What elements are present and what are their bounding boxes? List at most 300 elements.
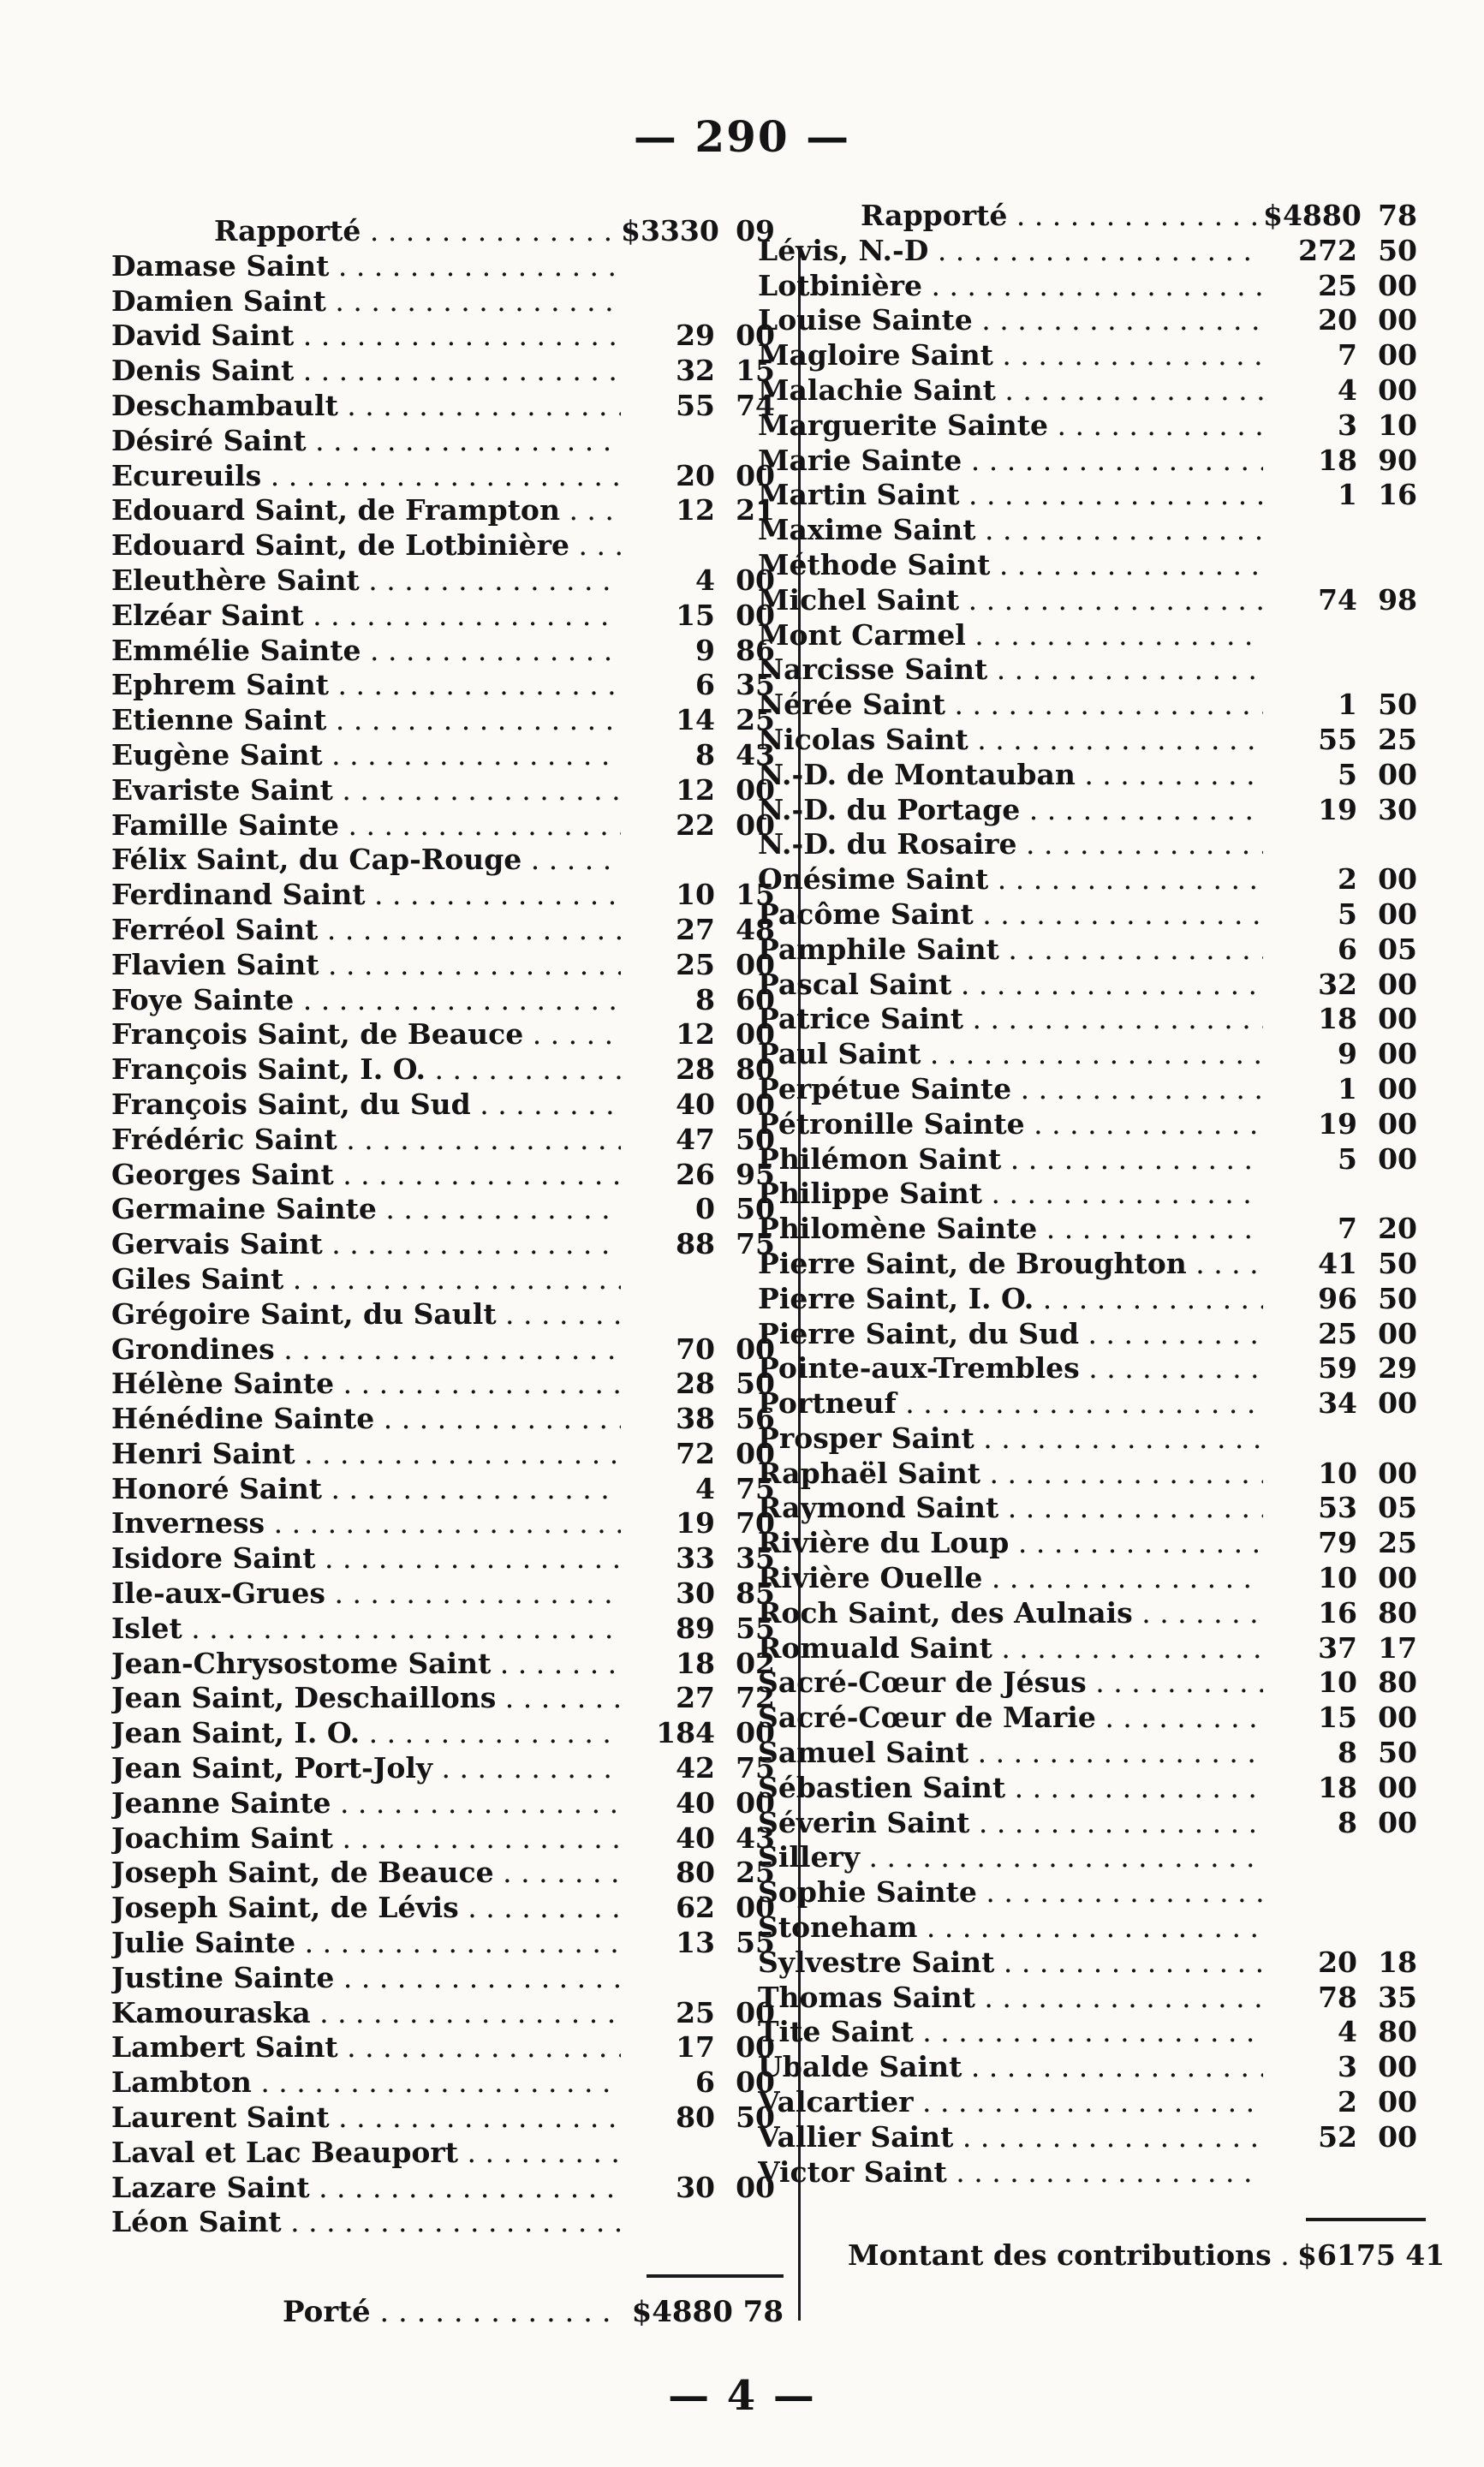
entry-dollars: 19 <box>676 1506 715 1540</box>
entry-row <box>111 2205 775 2240</box>
entry-row <box>111 1332 775 1368</box>
entry-name: Samuel Saint . . . <box>758 1736 1263 1771</box>
entry-name: N.-D. du Portage . . . <box>758 793 1263 828</box>
entry-dollars: 272 <box>1298 233 1357 267</box>
entry-row <box>111 1017 775 1052</box>
entry-name: François Saint, I. O. . . . <box>111 1052 621 1088</box>
entry-dollars: 6 <box>695 2065 715 2100</box>
entry-cents: 00 <box>736 947 775 981</box>
entry-cents: 29 <box>1378 1351 1417 1385</box>
carried-forward-label: Porté . . . <box>283 2293 621 2331</box>
total-row <box>848 2237 1445 2274</box>
signature-mark: — 4 — <box>668 2372 816 2420</box>
entry-name: David Saint . . . <box>111 319 621 354</box>
entry-name: Flavien Saint . . . <box>111 948 621 983</box>
entry-dollars: 4 <box>695 1471 715 1505</box>
entry-row <box>111 1367 775 1402</box>
entry-name: François Saint, du Sud . . . <box>111 1088 621 1123</box>
entry-row <box>758 618 1417 653</box>
entry-row <box>111 1856 775 1891</box>
entry-name: Henri Saint . . . <box>111 1437 621 1472</box>
entry-name: Hélène Sainte . . . <box>111 1367 621 1402</box>
entry-row <box>758 1177 1417 1212</box>
entry-cents: 00 <box>1378 1037 1417 1071</box>
entry-dollars: 4 <box>1338 372 1357 407</box>
entry-name: Pierre Saint, I. O. . . . <box>758 1282 1263 1317</box>
entry-cents: 86 <box>736 633 775 667</box>
entry-cents: 43 <box>736 737 775 772</box>
entry-cents: 72 <box>736 1681 775 1715</box>
entry-row <box>758 2120 1417 2155</box>
entry-dollars: 6 <box>1338 932 1357 966</box>
entry-name: Joseph Saint, de Beauce . . . <box>111 1856 621 1891</box>
entry-row <box>111 284 775 319</box>
brought-forward-row <box>111 214 775 249</box>
entry-row <box>758 1107 1417 1142</box>
entry-name: Sophie Sainte . . . <box>758 1875 1263 1910</box>
entry-name: Laurent Saint . . . <box>111 2101 621 2136</box>
entry-name: Grondines . . . <box>111 1332 621 1368</box>
entry-row <box>758 862 1417 897</box>
entry-name: Raymond Saint . . . <box>758 1491 1263 1526</box>
entry-dollars: 37 <box>1318 1630 1357 1665</box>
entry-cents: 00 <box>736 772 775 807</box>
entry-dollars: 9 <box>1338 1037 1357 1071</box>
entry-dollars: 18 <box>676 1646 715 1680</box>
entry-dollars: 4 <box>695 563 715 597</box>
brought-forward-label: Rapporté . . . <box>758 199 1263 234</box>
entry-cents: 50 <box>1378 1281 1417 1315</box>
entry-name: Romuald Saint . . . <box>758 1631 1263 1666</box>
entry-row <box>758 1002 1417 1037</box>
entry-row <box>111 1541 775 1576</box>
brought-forward-dollars: $3330 <box>621 214 719 247</box>
entry-name: Jean-Chrysostome Saint . . . <box>111 1647 621 1682</box>
entry-dollars: 7 <box>1338 1212 1357 1246</box>
entry-cents: 25 <box>1378 1526 1417 1560</box>
entry-cents: 00 <box>736 2030 775 2065</box>
brought-forward-cents: 09 <box>736 214 775 247</box>
entry-row <box>111 319 775 354</box>
entry-cents: 00 <box>1378 1106 1417 1141</box>
entry-row <box>758 688 1417 723</box>
entry-dollars: 7 <box>1338 338 1357 372</box>
entry-dollars: 25 <box>1318 1316 1357 1350</box>
entry-dollars: 34 <box>1318 1386 1357 1421</box>
entry-row <box>111 493 775 528</box>
entry-row <box>758 373 1417 408</box>
entry-row <box>758 1840 1417 1875</box>
entry-cents: 74 <box>736 388 775 422</box>
entry-row <box>758 1981 1417 2016</box>
entry-row <box>758 478 1417 513</box>
entry-row <box>758 408 1417 444</box>
entry-row <box>758 234 1417 269</box>
entry-cents: 00 <box>736 1716 775 1750</box>
entry-name: Léon Saint . . . <box>111 2205 621 2240</box>
entry-name: Georges Saint . . . <box>111 1158 621 1193</box>
entry-name: Valcartier . . . <box>758 2085 1263 2120</box>
entry-dollars: 32 <box>1318 967 1357 1001</box>
entry-dollars: 25 <box>676 1995 715 2029</box>
entry-dollars: 184 <box>656 1716 715 1750</box>
entry-row <box>758 338 1417 373</box>
entry-name: Ubalde Saint . . . <box>758 2050 1263 2085</box>
entry-dollars: 10 <box>1318 1666 1357 1700</box>
entry-row <box>758 1736 1417 1771</box>
entry-dollars: 19 <box>1318 792 1357 826</box>
entry-row <box>111 2136 775 2171</box>
entry-cents: 50 <box>1378 688 1417 722</box>
entry-row <box>111 1297 775 1332</box>
entry-cents: 05 <box>1378 1491 1417 1525</box>
entry-name: Pamphile Saint . . . <box>758 933 1263 968</box>
entry-name: Laval et Lac Beauport . . . <box>111 2136 621 2171</box>
carried-forward-amount: $4880 78 <box>631 2295 784 2329</box>
entry-cents: 00 <box>1378 2119 1417 2154</box>
entry-name: Félix Saint, du Cap-Rouge . . . <box>111 843 621 878</box>
entry-row <box>758 1212 1417 1247</box>
entry-name: Famille Sainte . . . <box>111 808 621 843</box>
entry-cents: 75 <box>736 1227 775 1261</box>
entry-dollars: 4 <box>1338 2015 1357 2049</box>
entry-cents: 18 <box>1378 1945 1417 1979</box>
entry-name: Germaine Sainte . . . <box>111 1192 621 1227</box>
entry-cents: 25 <box>736 1856 775 1890</box>
entry-dollars: 1 <box>1338 478 1357 512</box>
entry-name: Thomas Saint . . . <box>758 1981 1263 2016</box>
entry-cents: 00 <box>1378 2085 1417 2119</box>
entry-name: Ferdinand Saint . . . <box>111 878 621 913</box>
entry-dollars: 17 <box>676 2030 715 2065</box>
entry-row <box>758 897 1417 933</box>
entry-row <box>111 913 775 948</box>
entry-row <box>758 2085 1417 2120</box>
page-number: — 290 — <box>633 111 851 162</box>
entry-cents: 00 <box>1378 1456 1417 1490</box>
entry-cents: 60 <box>736 982 775 1016</box>
entry-row <box>758 793 1417 828</box>
entry-row <box>111 599 775 634</box>
entry-cents: 00 <box>1378 1770 1417 1804</box>
entry-name: Islet . . . <box>111 1612 621 1647</box>
entry-dollars: 20 <box>676 458 715 492</box>
entry-name: Narcisse Saint . . . <box>758 653 1263 688</box>
entry-row <box>111 738 775 773</box>
entry-row <box>111 2030 775 2065</box>
entry-name: Pacôme Saint . . . <box>758 897 1263 933</box>
entry-cents: 00 <box>736 1087 775 1121</box>
entry-cents: 02 <box>736 1646 775 1680</box>
entry-row <box>758 1072 1417 1107</box>
entry-name: Ephrem Saint . . . <box>111 668 621 703</box>
entry-row <box>758 2015 1417 2050</box>
entry-cents: 00 <box>736 807 775 842</box>
entry-name: Gervais Saint . . . <box>111 1227 621 1262</box>
entry-row <box>111 459 775 494</box>
entry-cents: 10 <box>1378 408 1417 442</box>
entry-row <box>758 1910 1417 1946</box>
entry-row <box>758 1631 1417 1666</box>
entry-name: Pascal Saint . . . <box>758 968 1263 1003</box>
total-amount: $6175 41 <box>1297 2238 1445 2272</box>
entry-dollars: 79 <box>1318 1526 1357 1560</box>
entry-name: Méthode Saint . . . <box>758 548 1263 583</box>
left-column <box>111 214 775 2240</box>
entry-row <box>111 1786 775 1821</box>
entry-dollars: 10 <box>1318 1456 1357 1490</box>
entry-dollars: 55 <box>676 388 715 422</box>
entry-row <box>758 1806 1417 1841</box>
entry-cents: 80 <box>1378 1666 1417 1700</box>
entry-cents: 00 <box>1378 1071 1417 1105</box>
entry-dollars: 38 <box>676 1402 715 1436</box>
entry-name: Inverness . . . <box>111 1506 621 1541</box>
entry-row <box>111 563 775 599</box>
entry-cents: 00 <box>1378 1316 1417 1350</box>
entry-name: Vallier Saint . . . <box>758 2120 1263 2155</box>
entry-dollars: 52 <box>1318 2119 1357 2154</box>
entry-name: Denis Saint . . . <box>111 354 621 389</box>
entry-cents: 00 <box>736 1785 775 1820</box>
brought-forward-row <box>758 199 1417 234</box>
entry-cents: 15 <box>736 354 775 388</box>
entry-name: Lévis, N.-D . . . <box>758 234 1263 269</box>
entry-cents: 00 <box>736 1436 775 1470</box>
entry-row <box>111 424 775 459</box>
entry-name: Isidore Saint . . . <box>111 1541 621 1576</box>
entry-name: Lambert Saint . . . <box>111 2030 621 2065</box>
entry-cents: 00 <box>736 1017 775 1052</box>
entry-cents: 48 <box>736 912 775 946</box>
entry-name: Edouard Saint, de Lotbinière . . . <box>111 528 621 563</box>
entry-name: Frédéric Saint . . . <box>111 1123 621 1158</box>
entry-cents: 35 <box>736 668 775 702</box>
entry-name: Désiré Saint . . . <box>111 424 621 459</box>
entry-dollars: 5 <box>1338 897 1357 931</box>
entry-dollars: 9 <box>695 633 715 667</box>
entry-row <box>111 1647 775 1682</box>
right-entries <box>758 234 1417 2190</box>
entry-dollars: 8 <box>695 737 715 772</box>
entry-cents: 43 <box>736 1820 775 1855</box>
entry-name: Evariste Saint . . . <box>111 773 621 808</box>
entry-cents: 00 <box>1378 757 1417 791</box>
entry-row <box>758 1596 1417 1631</box>
entry-name: Pierre Saint, du Sud . . . <box>758 1317 1263 1352</box>
entry-dollars: 1 <box>1338 1071 1357 1105</box>
entry-dollars: 59 <box>1318 1351 1357 1385</box>
entry-row <box>111 1088 775 1123</box>
entry-cents: 00 <box>1378 2050 1417 2084</box>
entry-cents: 50 <box>736 1192 775 1226</box>
entry-row <box>111 1262 775 1297</box>
entry-cents: 00 <box>736 2170 775 2204</box>
entry-row <box>111 1123 775 1158</box>
entry-dollars: 19 <box>1318 1106 1357 1141</box>
entry-dollars: 15 <box>1318 1701 1357 1735</box>
entry-name: Roch Saint, des Aulnais . . . <box>758 1596 1263 1631</box>
entry-name: Jean Saint, Port-Joly . . . <box>111 1751 621 1786</box>
entry-name: Sillery . . . <box>758 1840 1263 1875</box>
entry-dollars: 5 <box>1338 1141 1357 1176</box>
entry-row <box>758 1421 1417 1457</box>
entry-dollars: 18 <box>1318 443 1357 477</box>
entry-cents: 00 <box>736 319 775 353</box>
entry-cents: 00 <box>1378 862 1417 897</box>
entry-name: Pointe-aux-Trembles . . . <box>758 1351 1263 1386</box>
entry-row <box>758 1701 1417 1736</box>
entry-row <box>111 389 775 424</box>
entry-row <box>111 1052 775 1088</box>
entry-dollars: 8 <box>1338 1805 1357 1839</box>
entry-name: Victor Saint . . . <box>758 2155 1263 2190</box>
entry-row <box>111 1192 775 1227</box>
entry-name: Philémon Saint . . . <box>758 1142 1263 1177</box>
entry-cents: 35 <box>736 1541 775 1576</box>
entry-row <box>758 653 1417 688</box>
entry-cents: 30 <box>1378 792 1417 826</box>
left-entries <box>111 249 775 2240</box>
entry-name: Perpétue Sainte . . . <box>758 1072 1263 1107</box>
total-rule <box>1306 2218 1426 2221</box>
entry-dollars: 18 <box>1318 1002 1357 1036</box>
entry-name: Philippe Saint . . . <box>758 1177 1263 1212</box>
entry-row <box>758 1386 1417 1421</box>
entry-name: Kamouraska . . . <box>111 1996 621 2031</box>
entry-row <box>758 1317 1417 1352</box>
entry-row <box>111 1891 775 1926</box>
entry-row <box>111 2101 775 2136</box>
entry-name: Prosper Saint . . . <box>758 1421 1263 1457</box>
entry-dollars: 27 <box>676 1681 715 1715</box>
entry-name: Edouard Saint, de Frampton . . . <box>111 493 621 528</box>
entry-cents: 00 <box>1378 1561 1417 1595</box>
entry-row <box>111 773 775 808</box>
entry-dollars: 12 <box>676 1017 715 1052</box>
entry-cents: 00 <box>1378 1805 1417 1839</box>
entry-cents: 00 <box>736 563 775 597</box>
carried-forward-row <box>283 2293 784 2331</box>
entry-dollars: 33 <box>676 1541 715 1576</box>
entry-name: Ile-aux-Grues . . . <box>111 1576 621 1612</box>
entry-name: Jeanne Sainte . . . <box>111 1786 621 1821</box>
entry-row <box>111 1472 775 1507</box>
entry-dollars: 89 <box>676 1611 715 1645</box>
entry-dollars: 47 <box>676 1122 715 1156</box>
entry-cents: 00 <box>736 1332 775 1366</box>
entry-name: Ecureuils . . . <box>111 459 621 494</box>
entry-name: N.-D. de Montauban . . . <box>758 758 1263 793</box>
entry-cents: 25 <box>736 703 775 737</box>
entry-cents: 16 <box>1378 478 1417 512</box>
entry-cents: 55 <box>736 1611 775 1645</box>
entry-cents: 80 <box>736 1052 775 1087</box>
entry-dollars: 2 <box>1338 862 1357 897</box>
entry-name: Lazare Saint . . . <box>111 2171 621 2206</box>
entry-cents: 00 <box>736 598 775 632</box>
entry-row <box>111 1716 775 1751</box>
entry-dollars: 74 <box>1318 582 1357 617</box>
entry-dollars: 10 <box>1318 1561 1357 1595</box>
entry-cents: 35 <box>1378 1980 1417 2014</box>
entry-dollars: 28 <box>676 1052 715 1087</box>
entry-cents: 98 <box>1378 582 1417 617</box>
entry-name: Giles Saint . . . <box>111 1262 621 1297</box>
entry-name: Joseph Saint, de Lévis . . . <box>111 1891 621 1926</box>
entry-cents: 95 <box>736 1157 775 1191</box>
entry-cents: 21 <box>736 493 775 527</box>
entry-cents: 50 <box>736 1122 775 1156</box>
entry-cents: 75 <box>736 1751 775 1785</box>
entry-name: Martin Saint . . . <box>758 478 1263 513</box>
entry-cents: 00 <box>736 1891 775 1925</box>
entry-row <box>111 878 775 913</box>
entry-row <box>111 1821 775 1856</box>
entry-dollars: 13 <box>676 1926 715 1960</box>
entry-name: Maxime Saint . . . <box>758 513 1263 548</box>
entry-dollars: 40 <box>676 1820 715 1855</box>
entry-name: Philomène Sainte . . . <box>758 1212 1263 1247</box>
entry-dollars: 41 <box>1318 1246 1357 1280</box>
entry-name: Foye Sainte . . . <box>111 983 621 1018</box>
entry-name: Portneuf . . . <box>758 1386 1263 1421</box>
entry-row <box>758 1526 1417 1561</box>
entry-cents: 00 <box>1378 1386 1417 1421</box>
total-label: Montant des contributions . . . <box>848 2237 1297 2274</box>
entry-name: Patrice Saint . . . <box>758 1002 1263 1037</box>
entry-row <box>758 1282 1417 1317</box>
entry-name: Joachim Saint . . . <box>111 1821 621 1856</box>
entry-cents: 50 <box>736 1367 775 1401</box>
entry-cents: 80 <box>1378 2015 1417 2049</box>
entry-row <box>111 843 775 878</box>
brought-forward-label: Rapporté . . . <box>111 214 621 249</box>
entry-dollars: 62 <box>676 1891 715 1925</box>
entry-row <box>111 1961 775 1996</box>
entry-row <box>111 1506 775 1541</box>
entry-row <box>758 1491 1417 1526</box>
entry-dollars: 8 <box>1338 1736 1357 1770</box>
entry-name: Lotbinière . . . <box>758 269 1263 304</box>
entry-row <box>758 1351 1417 1386</box>
entry-row <box>758 444 1417 479</box>
entry-row <box>111 1612 775 1647</box>
entry-dollars: 25 <box>676 947 715 981</box>
entry-dollars: 1 <box>1338 688 1357 722</box>
entry-dollars: 25 <box>1318 268 1357 302</box>
entry-cents: 50 <box>1378 233 1417 267</box>
entry-dollars: 14 <box>676 703 715 737</box>
entry-dollars: 16 <box>1318 1595 1357 1630</box>
entry-name: N.-D. du Rosaire . . . <box>758 827 1263 862</box>
entry-name: Sacré-Cœur de Jésus . . . <box>758 1666 1263 1701</box>
entry-row <box>758 583 1417 618</box>
entry-row <box>111 703 775 738</box>
entry-row <box>111 983 775 1018</box>
entry-cents: 55 <box>736 1926 775 1960</box>
entry-row <box>758 723 1417 758</box>
entry-cents: 00 <box>1378 967 1417 1001</box>
entry-row <box>111 249 775 284</box>
entry-row <box>758 303 1417 338</box>
entry-dollars: 3 <box>1338 2050 1357 2084</box>
entry-name: Louise Sainte . . . <box>758 303 1263 338</box>
entry-name: Deschambault . . . <box>111 389 621 424</box>
entry-dollars: 78 <box>1318 1980 1357 2014</box>
entry-name: Julie Sainte . . . <box>111 1926 621 1961</box>
entry-cents: 15 <box>736 878 775 912</box>
